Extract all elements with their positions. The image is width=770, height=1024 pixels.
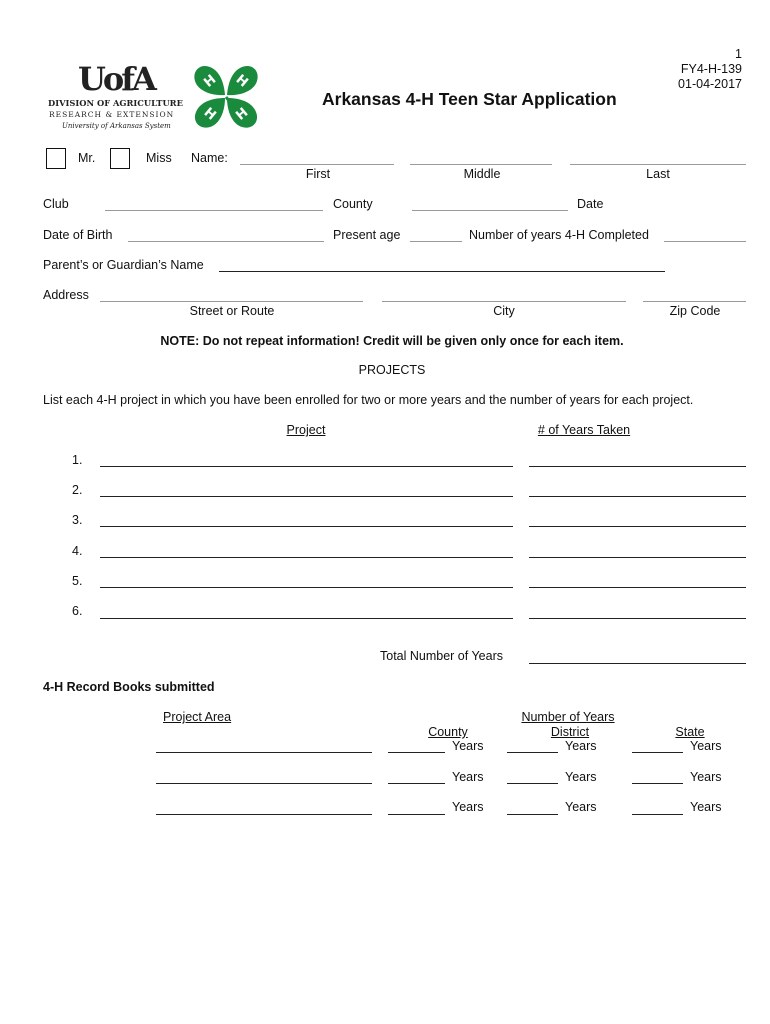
projects-instruction: List each 4-H project in which you have been enrolled for two or more years and the number of years for each project. bbox=[43, 393, 694, 407]
project-row-number: 4. bbox=[72, 544, 83, 558]
state-years-label: Years bbox=[690, 770, 722, 784]
district-years-label: Years bbox=[565, 770, 597, 784]
state-column-header: State bbox=[675, 725, 705, 739]
county-years-field[interactable] bbox=[388, 783, 445, 784]
form-id: FY4-H-139 bbox=[680, 62, 742, 76]
club-field[interactable] bbox=[105, 210, 323, 211]
county-years-field[interactable] bbox=[388, 814, 445, 815]
district-years-field[interactable] bbox=[507, 752, 558, 753]
project-years-field[interactable] bbox=[529, 496, 746, 497]
project-row-number: 1. bbox=[72, 453, 83, 467]
project-area-field[interactable] bbox=[156, 783, 372, 784]
guardian-label: Parent’s or Guardian’s Name bbox=[43, 258, 204, 272]
project-area-header: Project Area bbox=[163, 710, 232, 724]
zip-field[interactable] bbox=[643, 301, 746, 302]
zip-caption: Zip Code bbox=[669, 304, 721, 318]
county-field[interactable] bbox=[412, 210, 568, 211]
state-years-field[interactable] bbox=[632, 814, 683, 815]
4h-clover-logo bbox=[190, 61, 262, 133]
county-years-label: Years bbox=[452, 800, 484, 814]
club-label: Club bbox=[43, 197, 69, 211]
system-text: University of Arkansas System bbox=[62, 122, 171, 130]
district-years-field[interactable] bbox=[507, 783, 558, 784]
clover-h-bottom-right: H bbox=[233, 105, 252, 124]
project-name-field[interactable] bbox=[100, 466, 513, 467]
county-column-header: County bbox=[428, 725, 468, 739]
present-age-label: Present age bbox=[333, 228, 401, 242]
page-number: 1 bbox=[735, 47, 742, 61]
street-field[interactable] bbox=[100, 301, 363, 302]
project-name-field[interactable] bbox=[100, 496, 513, 497]
state-years-label: Years bbox=[690, 800, 722, 814]
mr-label: Mr. bbox=[78, 151, 96, 165]
project-name-field[interactable] bbox=[100, 618, 513, 619]
division-text: DIVISION OF AGRICULTURE bbox=[48, 98, 183, 108]
project-years-field[interactable] bbox=[529, 587, 746, 588]
project-years-field[interactable] bbox=[529, 466, 746, 467]
county-years-label: Years bbox=[452, 770, 484, 784]
district-column-header: District bbox=[550, 725, 590, 739]
date-label: Date bbox=[577, 197, 604, 211]
last-name-field[interactable] bbox=[570, 164, 746, 165]
address-label: Address bbox=[43, 288, 89, 302]
project-row-number: 3. bbox=[72, 513, 83, 527]
district-years-label: Years bbox=[565, 800, 597, 814]
mr-checkbox[interactable] bbox=[46, 148, 66, 169]
uofa-mark: UofA bbox=[78, 60, 154, 98]
record-books-heading: 4-H Record Books submitted bbox=[43, 680, 215, 694]
first-caption: First bbox=[305, 167, 331, 181]
project-years-field[interactable] bbox=[529, 557, 746, 558]
name-label: Name: bbox=[191, 151, 228, 165]
middle-caption: Middle bbox=[463, 167, 501, 181]
years-completed-label: Number of years 4-H Completed bbox=[469, 228, 649, 242]
total-years-label: Total Number of Years bbox=[380, 649, 503, 663]
note-text: NOTE: Do not repeat information! Credit will be given only once for each item. bbox=[160, 334, 624, 348]
project-area-field[interactable] bbox=[156, 814, 372, 815]
guardian-field[interactable] bbox=[219, 271, 665, 272]
projects-heading: PROJECTS bbox=[358, 363, 426, 377]
years-completed-field[interactable] bbox=[664, 241, 746, 242]
project-column-header: Project bbox=[286, 423, 326, 437]
miss-label: Miss bbox=[146, 151, 172, 165]
number-of-years-header: Number of Years bbox=[521, 710, 615, 724]
clover-h-bottom-left: H bbox=[200, 105, 219, 124]
project-row-number: 2. bbox=[72, 483, 83, 497]
city-caption: City bbox=[493, 304, 515, 318]
present-age-field[interactable] bbox=[410, 241, 462, 242]
county-label: County bbox=[333, 197, 373, 211]
form-date: 01-04-2017 bbox=[678, 77, 742, 91]
county-years-field[interactable] bbox=[388, 752, 445, 753]
street-caption: Street or Route bbox=[189, 304, 275, 318]
project-name-field[interactable] bbox=[100, 587, 513, 588]
project-name-field[interactable] bbox=[100, 526, 513, 527]
county-years-label: Years bbox=[452, 739, 484, 753]
state-years-field[interactable] bbox=[632, 752, 683, 753]
last-caption: Last bbox=[646, 167, 670, 181]
dob-label: Date of Birth bbox=[43, 228, 113, 242]
page-title: Arkansas 4-H Teen Star Application bbox=[322, 89, 617, 109]
project-years-field[interactable] bbox=[529, 618, 746, 619]
project-row-number: 6. bbox=[72, 604, 83, 618]
district-years-field[interactable] bbox=[507, 814, 558, 815]
city-field[interactable] bbox=[382, 301, 626, 302]
clover-h-top-left: H bbox=[201, 72, 220, 91]
project-area-field[interactable] bbox=[156, 752, 372, 753]
project-name-field[interactable] bbox=[100, 557, 513, 558]
total-years-field[interactable] bbox=[529, 663, 746, 664]
district-years-label: Years bbox=[565, 739, 597, 753]
project-years-field[interactable] bbox=[529, 526, 746, 527]
miss-checkbox[interactable] bbox=[110, 148, 130, 169]
project-row-number: 5. bbox=[72, 574, 83, 588]
dob-field[interactable] bbox=[128, 241, 324, 242]
state-years-label: Years bbox=[690, 739, 722, 753]
first-name-field[interactable] bbox=[240, 164, 394, 165]
middle-name-field[interactable] bbox=[410, 164, 552, 165]
uofa-logo bbox=[46, 60, 183, 136]
research-text: RESEARCH & EXTENSION bbox=[49, 110, 175, 119]
years-column-header: # of Years Taken bbox=[537, 423, 631, 437]
clover-h-top-right: H bbox=[232, 72, 251, 91]
state-years-field[interactable] bbox=[632, 783, 683, 784]
